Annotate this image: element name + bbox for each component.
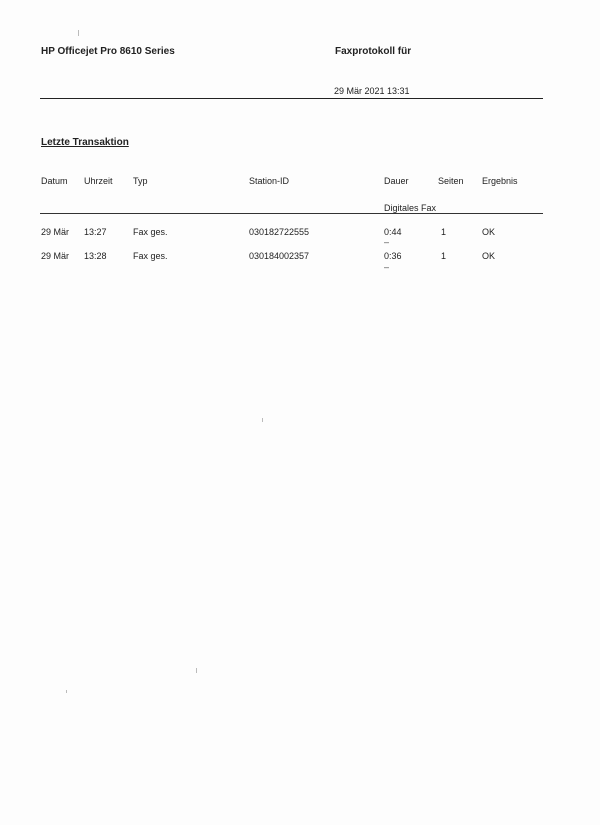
cell-datum: 29 Mär	[41, 251, 70, 261]
report-title: Faxprotokoll für	[335, 46, 412, 57]
cell-datum: 29 Mär	[41, 227, 70, 237]
scan-speck	[196, 668, 197, 673]
header-divider	[40, 98, 543, 99]
cell-station-id: 030182722555	[249, 227, 310, 237]
column-header-dauer: Dauer	[384, 176, 409, 186]
cell-ergebnis: OK	[482, 227, 496, 237]
table-divider	[40, 213, 543, 214]
cell-typ: Fax ges.	[133, 251, 168, 261]
column-header-ergebnis: Ergebnis	[482, 176, 518, 186]
cell-dauer-extra: –	[384, 237, 390, 247]
report-datetime: 29 Mär 2021 13:31	[334, 86, 410, 96]
cell-uhrzeit: 13:28	[84, 251, 107, 261]
column-header-uhrzeit: Uhrzeit	[84, 176, 113, 186]
column-header-typ: Typ	[133, 176, 148, 186]
cell-dauer: 0:44	[384, 227, 402, 237]
scan-speck	[262, 418, 263, 422]
cell-station-id: 030184002357	[249, 251, 310, 261]
table-subheader: Digitales Fax	[384, 203, 437, 213]
device-name: HP Officejet Pro 8610 Series	[41, 46, 175, 57]
column-header-seiten: Seiten	[438, 176, 464, 186]
column-header-datum: Datum	[41, 176, 68, 186]
cell-dauer: 0:36	[384, 251, 402, 261]
section-title: Letzte Transaktion	[41, 137, 129, 148]
column-header-station-id: Station-ID	[249, 176, 290, 186]
scan-speck	[66, 690, 67, 693]
cell-seiten: 1	[441, 251, 447, 261]
cell-seiten: 1	[441, 227, 447, 237]
cell-uhrzeit: 13:27	[84, 227, 107, 237]
cell-typ: Fax ges.	[133, 227, 168, 237]
cell-ergebnis: OK	[482, 251, 496, 261]
scan-speck	[78, 30, 79, 36]
cell-dauer-extra: –	[384, 262, 390, 272]
